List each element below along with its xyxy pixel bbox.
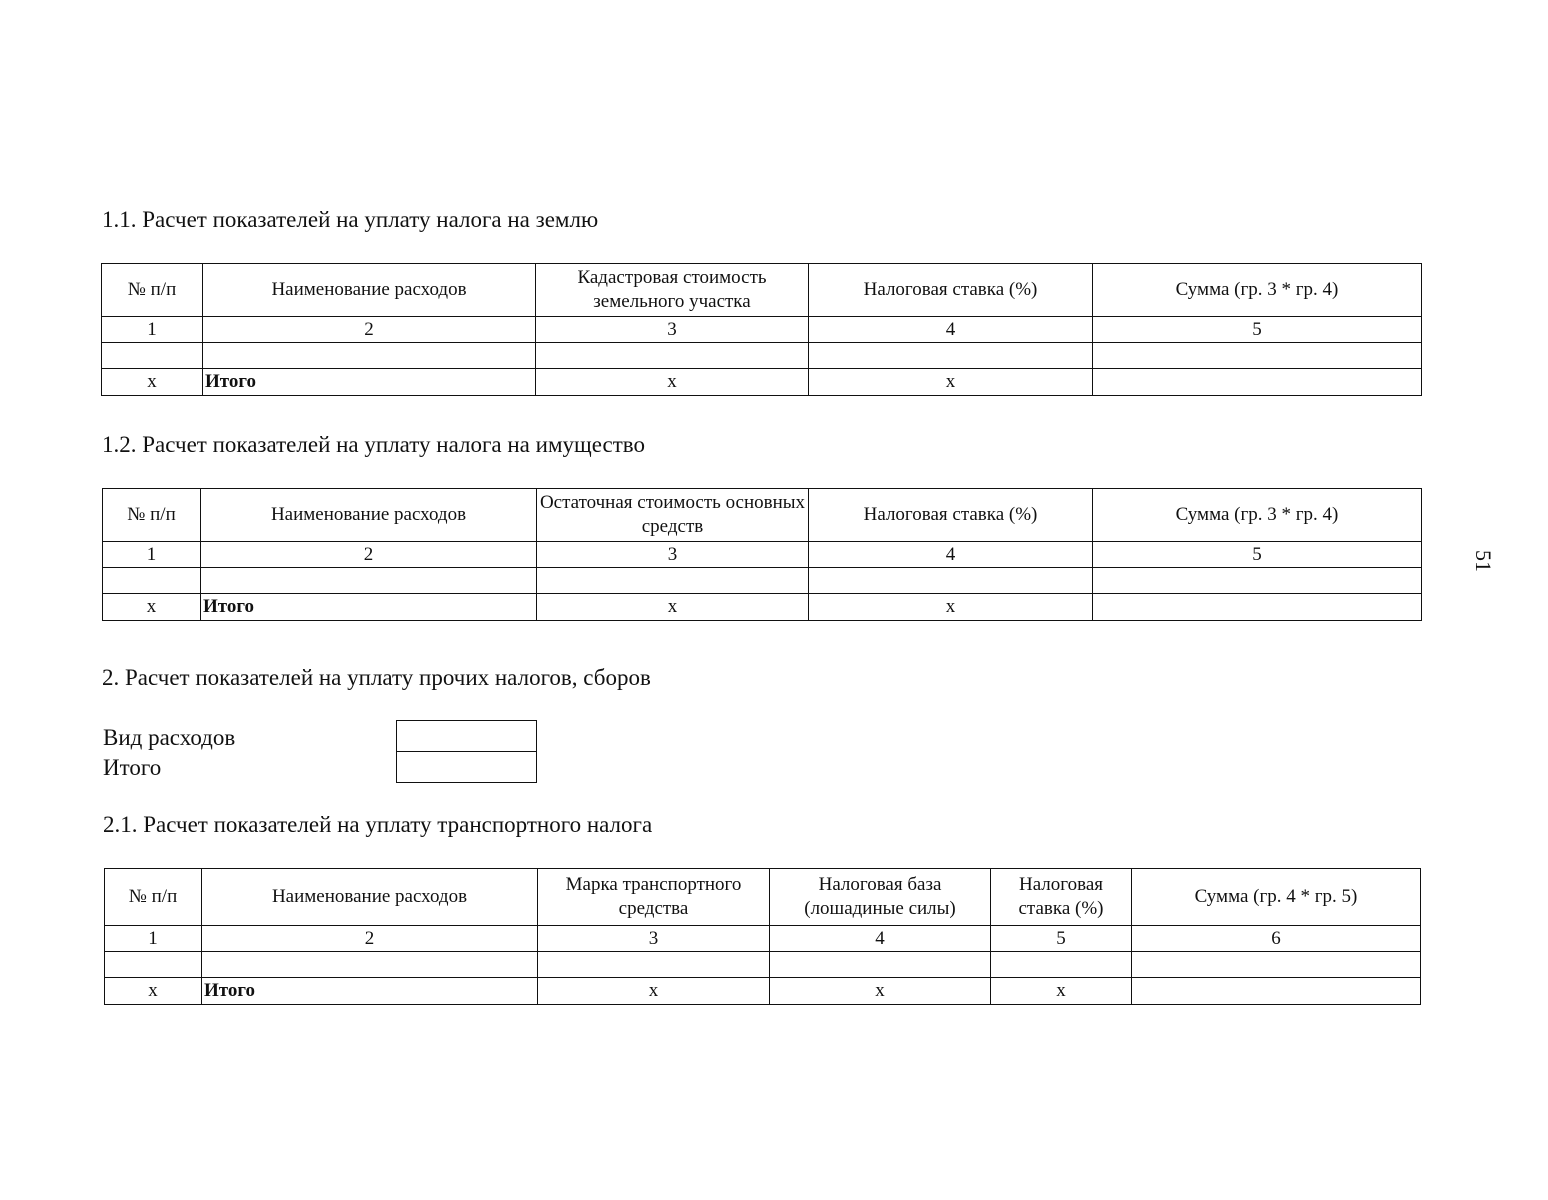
table-row: [105, 952, 1421, 978]
table-row: [102, 343, 1422, 369]
property-tax-table: [102, 488, 1422, 621]
empty-cell: [537, 568, 809, 594]
column-number-row: [103, 542, 1422, 568]
number-cell: 6: [1132, 926, 1421, 952]
column-number-row: [105, 926, 1421, 952]
total-cell: х: [538, 978, 770, 1005]
transport-tax-title: 2.1. Расчет показателей на уплату транспортного налога: [103, 812, 653, 837]
header-cell: Остаточная стоимость основных средств: [537, 489, 809, 542]
total-cell: х: [991, 978, 1132, 1005]
header-cell: № п/п: [102, 264, 203, 317]
number-cell: 3: [538, 926, 770, 952]
property-tax-title: 1.2. Расчет показателей на уплату налога на имущество: [102, 432, 645, 457]
column-number-row: [102, 317, 1422, 343]
number-cell: 3: [536, 317, 809, 343]
total-cell: [1093, 594, 1422, 621]
number-cell: 4: [809, 317, 1093, 343]
table-row: [103, 568, 1422, 594]
empty-cell: [538, 952, 770, 978]
total-cell: х: [770, 978, 991, 1005]
table-header-row: [105, 869, 1421, 926]
total-label: Итого: [201, 594, 537, 621]
empty-cell: [103, 568, 201, 594]
number-cell: 4: [809, 542, 1093, 568]
total-cell: х: [102, 369, 203, 396]
other-total-cell: [397, 752, 537, 783]
total-cell: [1093, 369, 1422, 396]
empty-cell: [202, 952, 538, 978]
empty-cell: [1093, 343, 1422, 369]
table-header-row: [102, 264, 1422, 317]
empty-cell: [991, 952, 1132, 978]
total-row: [103, 594, 1422, 621]
number-cell: 2: [202, 926, 538, 952]
total-row: [105, 978, 1421, 1005]
number-cell: 5: [1093, 317, 1422, 343]
empty-cell: [536, 343, 809, 369]
empty-cell: [1132, 952, 1421, 978]
total-cell: х: [809, 594, 1093, 621]
header-cell: Марка транспортного средства: [538, 869, 770, 926]
header-cell: Налоговая база (лошадиные силы): [770, 869, 991, 926]
other-total-label: Итого: [103, 755, 162, 780]
empty-cell: [105, 952, 202, 978]
number-cell: 3: [537, 542, 809, 568]
header-cell: Наименование расходов: [203, 264, 536, 317]
total-cell: х: [103, 594, 201, 621]
land-tax-title: 1.1. Расчет показателей на уплату налога на землю: [102, 207, 599, 232]
total-cell: [1132, 978, 1421, 1005]
header-cell: Налоговая ставка (%): [809, 489, 1093, 542]
empty-cell: [102, 343, 203, 369]
empty-cell: [770, 952, 991, 978]
number-cell: 2: [201, 542, 537, 568]
header-cell: Налоговая ставка (%): [991, 869, 1132, 926]
header-cell: Наименование расходов: [201, 489, 537, 542]
header-cell: № п/п: [103, 489, 201, 542]
other-taxes-box: [396, 720, 537, 783]
number-cell: 1: [105, 926, 202, 952]
table-header-row: [103, 489, 1422, 542]
transport-tax-table: [104, 868, 1421, 1005]
number-cell: 1: [103, 542, 201, 568]
expense-type-label: Вид расходов: [103, 725, 236, 750]
header-cell: Сумма (гр. 3 * гр. 4): [1093, 489, 1422, 542]
header-cell: Налоговая ставка (%): [809, 264, 1093, 317]
number-cell: 4: [770, 926, 991, 952]
number-cell: 1: [102, 317, 203, 343]
header-cell: Кадастровая стоимость земельного участка: [536, 264, 809, 317]
total-cell: х: [536, 369, 809, 396]
header-cell: Наименование расходов: [202, 869, 538, 926]
header-cell: Сумма (гр. 4 * гр. 5): [1132, 869, 1421, 926]
other-taxes-title: 2. Расчет показателей на уплату прочих налогов, сборов: [102, 665, 651, 690]
header-cell: Сумма (гр. 3 * гр. 4): [1093, 264, 1422, 317]
total-cell: х: [809, 369, 1093, 396]
header-cell: № п/п: [105, 869, 202, 926]
total-cell: х: [105, 978, 202, 1005]
expense-type-cell: [397, 721, 537, 752]
empty-cell: [201, 568, 537, 594]
land-tax-table: [101, 263, 1422, 396]
total-cell: х: [537, 594, 809, 621]
number-cell: 5: [991, 926, 1132, 952]
empty-cell: [1093, 568, 1422, 594]
total-label: Итого: [203, 369, 536, 396]
empty-cell: [809, 568, 1093, 594]
number-cell: 2: [203, 317, 536, 343]
total-row: [102, 369, 1422, 396]
total-label: Итого: [202, 978, 538, 1005]
empty-cell: [203, 343, 536, 369]
empty-cell: [809, 343, 1093, 369]
number-cell: 5: [1093, 542, 1422, 568]
page-number: 51: [1471, 550, 1496, 572]
